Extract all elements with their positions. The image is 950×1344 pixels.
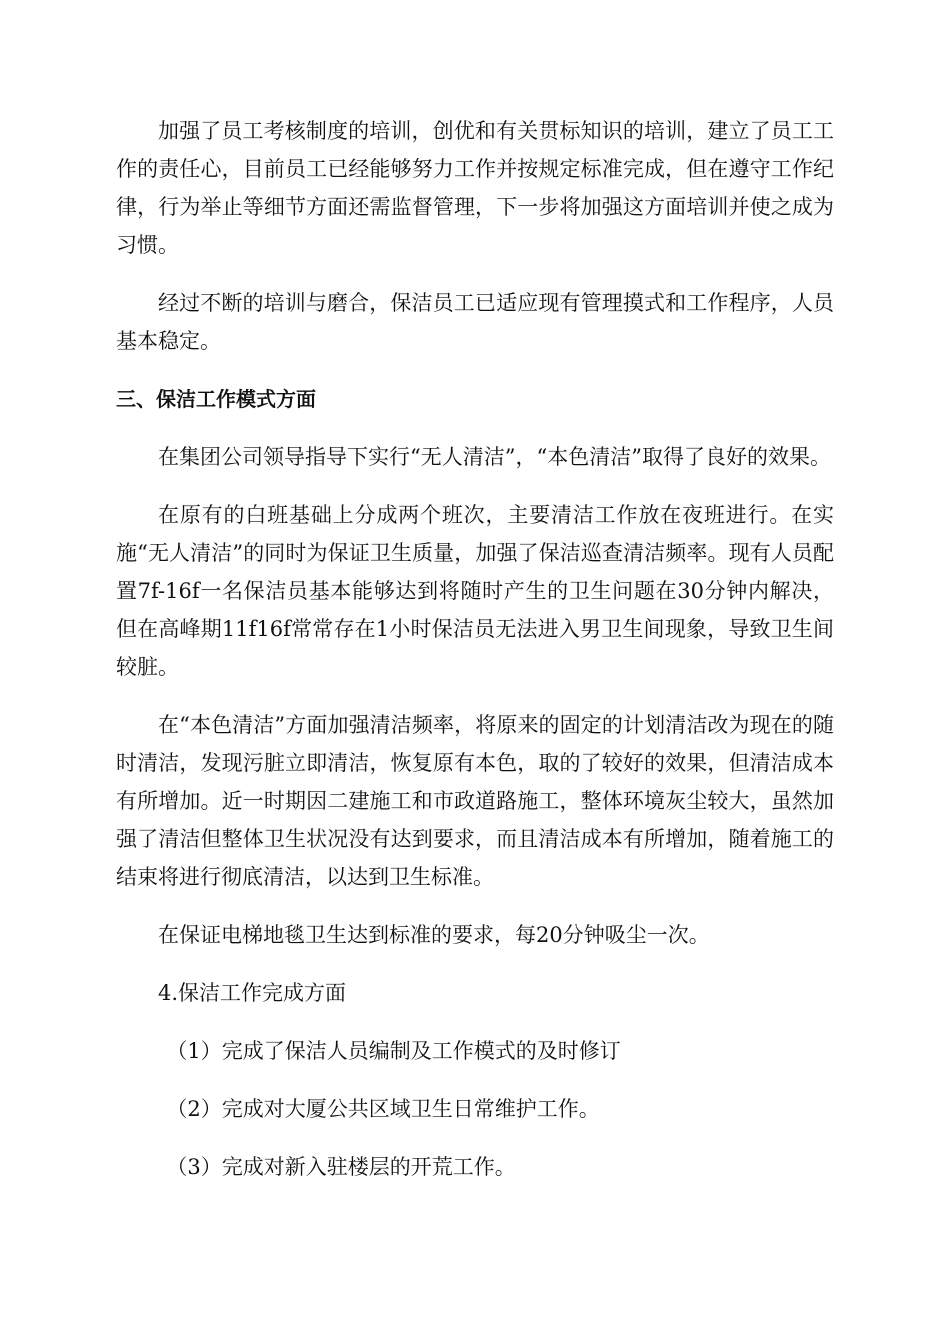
paragraph-training: 加强了员工考核制度的培训，创优和有关贯标知识的培训，建立了员工工作的责任心，目前员工已经能够努力工作并按规定标准完成，但在遵守工作纪律，行为举止等细节方面还需监督管理，下一步将加强这方面培训并使之成为习惯。 <box>116 119 834 257</box>
paragraph-cleaning-mode: 在集团公司领导指导下实行“无人清洁”，“本色清洁”取得了良好的效果。 <box>158 445 831 469</box>
paragraph-natural-cleaning: 在“本色清洁”方面加强清洁频率，将原来的固定的计划清洁改为现在的随时清洁，发现污脏立即清洁，恢复原有本色，取的了较好的效果，但清洁成本有所增加。近一时期因二建施工和市政道路施工，整体环境灰尘较大，虽然加强了清洁但整体卫生状况没有达到要求，而且清洁成本有所增加，随着施工的结束将进行彻底清洁，以达到卫生标准。 <box>116 713 834 889</box>
list-item: （2）完成对大厦公共区域卫生日常维护工作。 <box>166 1097 600 1121</box>
list-item: （3）完成对新入驻楼层的开荒工作。 <box>166 1155 516 1179</box>
document-body <box>116 112 834 1206</box>
list-item: （1）完成了保洁人员编制及工作模式的及时修订 <box>166 1039 621 1063</box>
list-title: 4.保洁工作完成方面 <box>158 981 347 1005</box>
paragraph-staff-stable: 经过不断的培训与磨合，保洁员工已适应现有管理摸式和工作程序，人员基本稳定。 <box>116 291 834 353</box>
section-heading: 三、保洁工作模式方面 <box>116 387 316 411</box>
paragraph-shifts: 在原有的白班基础上分成两个班次，主要清洁工作放在夜班进行。在实施“无人清洁”的同时为保证卫生质量，加强了保洁巡查清洁频率。现有人员配置7f-16f一名保洁员基本能够达到将随时产生的卫生问题在30分钟内解决，但在高峰期11f16f常常存在1小时保洁员无法进入男卫生间现象，导致卫生间较脏。 <box>116 503 834 679</box>
paragraph-elevator-carpet: 在保证电梯地毯卫生达到标准的要求，每20分钟吸尘一次。 <box>158 923 710 947</box>
